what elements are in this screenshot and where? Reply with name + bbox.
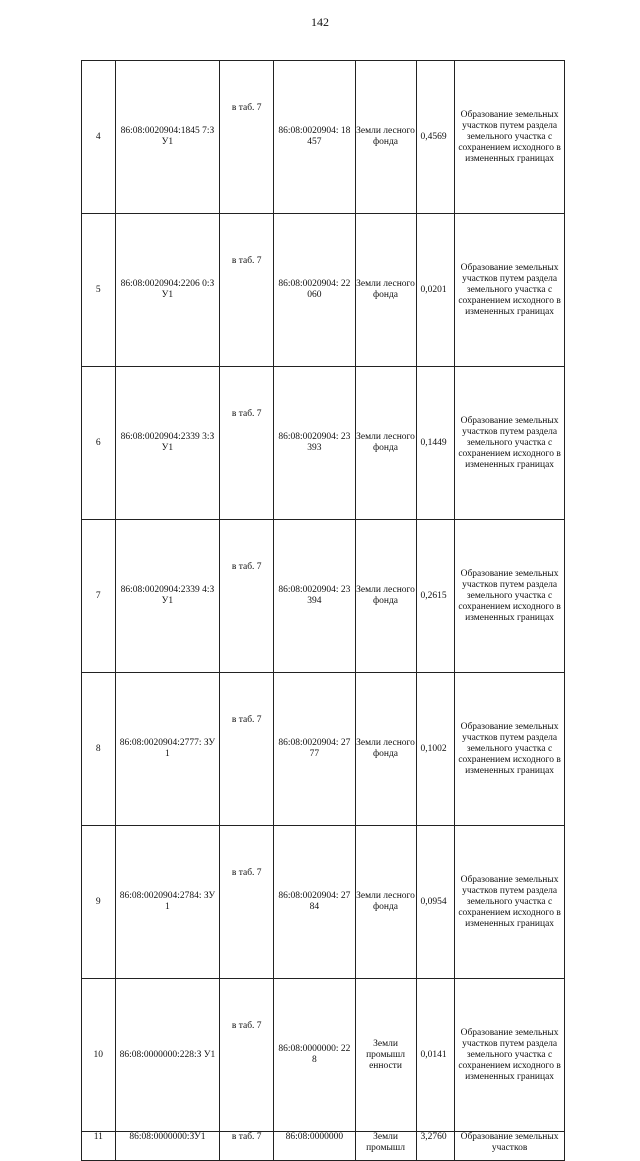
row-number: 9: [82, 826, 116, 979]
row-number: 4: [82, 61, 116, 214]
table-row: [82, 1132, 565, 1161]
formation-method: Образование земельных участков путем раздела земельного участка с сохранением исходного в измененных границах: [455, 214, 565, 367]
land-plots-table: [81, 60, 565, 1161]
formation-method: Образование земельных участков путем раздела земельного участка с сохранением исходного в измененных границах: [455, 367, 565, 520]
source-cadastral-number: 86:08:0020904: 23394: [274, 520, 355, 673]
row-number: 6: [82, 367, 116, 520]
table-reference: в таб. 7: [220, 1132, 274, 1161]
source-cadastral-number: 86:08:0020904: 22060: [274, 214, 355, 367]
table-row: [82, 367, 565, 520]
land-category: Земли лесного фонда: [355, 520, 416, 673]
table-reference: в таб. 7: [220, 367, 274, 520]
source-cadastral-number: 86:08:0000000: [274, 1132, 355, 1161]
area-value: 0,0201: [416, 214, 455, 367]
land-category: Земли лесного фонда: [355, 367, 416, 520]
table-reference: в таб. 7: [220, 673, 274, 826]
row-number: 7: [82, 520, 116, 673]
new-cadastral-number: 86:08:0020904:2339 4:ЗУ1: [115, 520, 220, 673]
table-row: [82, 214, 565, 367]
area-value: 0,0954: [416, 826, 455, 979]
formation-method: Образование земельных участков путем раздела земельного участка с сохранением исходного в измененных границах: [455, 673, 565, 826]
source-cadastral-number: 86:08:0020904: 23393: [274, 367, 355, 520]
new-cadastral-number: 86:08:0000000:ЗУ1: [115, 1132, 220, 1161]
land-category: Земли промышл: [355, 1132, 416, 1161]
table-row: [82, 826, 565, 979]
formation-method: Образование земельных участков путем раздела земельного участка с сохранением исходного в измененных границах: [455, 61, 565, 214]
table-reference: в таб. 7: [220, 520, 274, 673]
row-number: 11: [82, 1132, 116, 1161]
formation-method: Образование земельных участков путем раздела земельного участка с сохранением исходного в измененных границах: [455, 826, 565, 979]
land-category: Земли лесного фонда: [355, 826, 416, 979]
formation-method: Образование земельных участков: [455, 1132, 565, 1161]
land-category: Земли промышл енности: [355, 979, 416, 1132]
area-value: 0,1449: [416, 367, 455, 520]
table-reference: в таб. 7: [220, 826, 274, 979]
row-number: 10: [82, 979, 116, 1132]
row-number: 8: [82, 673, 116, 826]
page-number: 142: [311, 15, 329, 29]
table-row: [82, 520, 565, 673]
area-value: 0,4569: [416, 61, 455, 214]
new-cadastral-number: 86:08:0000000:228:З У1: [115, 979, 220, 1132]
land-category: Земли лесного фонда: [355, 673, 416, 826]
table-reference: в таб. 7: [220, 214, 274, 367]
area-value: 0,1002: [416, 673, 455, 826]
table-reference: в таб. 7: [220, 61, 274, 214]
formation-method: Образование земельных участков путем раздела земельного участка с сохранением исходного в измененных границах: [455, 979, 565, 1132]
land-category: Земли лесного фонда: [355, 61, 416, 214]
source-cadastral-number: 86:08:0020904: 2784: [274, 826, 355, 979]
area-value: 0,0141: [416, 979, 455, 1132]
formation-method: Образование земельных участков путем раздела земельного участка с сохранением исходного в измененных границах: [455, 520, 565, 673]
land-category: Земли лесного фонда: [355, 214, 416, 367]
source-cadastral-number: 86:08:0020904: 18457: [274, 61, 355, 214]
new-cadastral-number: 86:08:0020904:2339 3:ЗУ1: [115, 367, 220, 520]
table-row: [82, 673, 565, 826]
source-cadastral-number: 86:08:0000000: 228: [274, 979, 355, 1132]
table-row: [82, 61, 565, 214]
table-row: [82, 979, 565, 1132]
source-cadastral-number: 86:08:0020904: 2777: [274, 673, 355, 826]
area-value: 0,2615: [416, 520, 455, 673]
new-cadastral-number: 86:08:0020904:1845 7:ЗУ1: [115, 61, 220, 214]
area-value: 3,2760: [416, 1132, 455, 1161]
new-cadastral-number: 86:08:0020904:2777: ЗУ1: [115, 673, 220, 826]
new-cadastral-number: 86:08:0020904:2784: ЗУ1: [115, 826, 220, 979]
table-reference: в таб. 7: [220, 979, 274, 1132]
new-cadastral-number: 86:08:0020904:2206 0:ЗУ1: [115, 214, 220, 367]
row-number: 5: [82, 214, 116, 367]
